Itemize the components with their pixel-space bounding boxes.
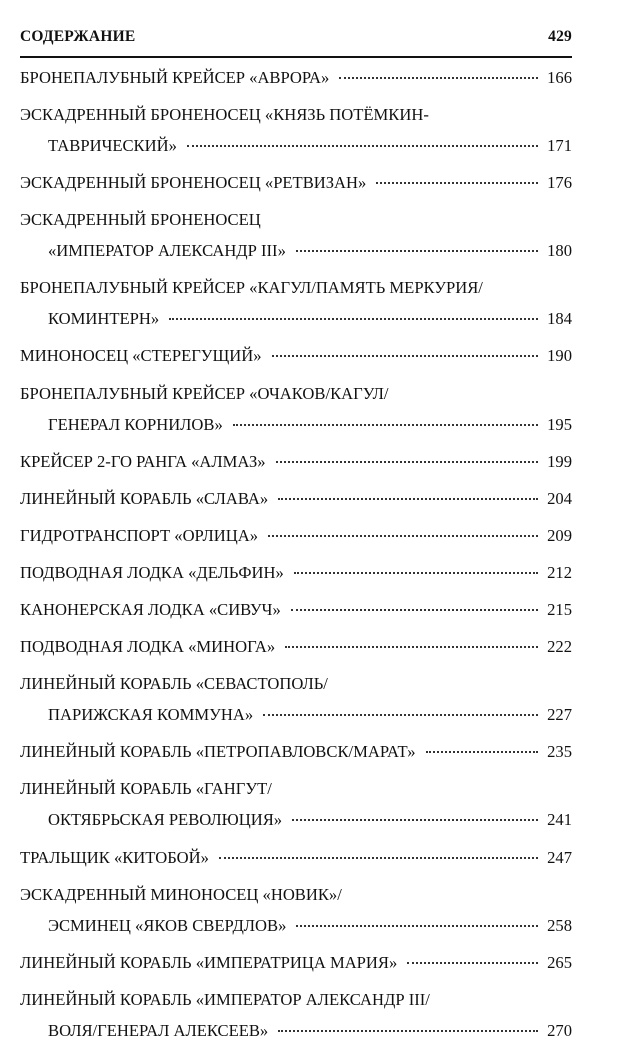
toc-entry [20, 378, 572, 440]
toc-entry-continuation-line [20, 303, 572, 334]
toc-entry-title-line [20, 557, 572, 588]
toc-entry [20, 594, 572, 625]
toc-entry [20, 62, 572, 93]
toc-entry [20, 842, 572, 873]
dot-leader [169, 318, 538, 320]
toc-entry [20, 879, 572, 941]
toc-entry-page-number: 195 [547, 414, 572, 434]
toc-entry [20, 736, 572, 767]
toc-entry-title-line [20, 99, 572, 130]
toc-entry-page-number: 222 [547, 637, 572, 657]
toc-entry-title: МИНОНОСЕЦ «СТЕРЕГУЩИЙ» [20, 346, 262, 366]
toc-entry-page-number: 166 [547, 68, 572, 87]
toc-entry-title: БРОНЕПАЛУБНЫЙ КРЕЙСЕР «АВРОРА» [20, 68, 330, 87]
dot-leader [187, 145, 538, 147]
running-header [20, 28, 572, 50]
toc-entry-page-number: 199 [547, 451, 572, 471]
toc-entry-page-number: 176 [547, 173, 572, 193]
header-title: СОДЕРЖАНИЕ [20, 28, 136, 45]
toc-entry-title-line [20, 736, 572, 767]
toc-entry-page-number: 235 [547, 742, 572, 762]
toc-entry-title-line [20, 947, 572, 978]
toc-entry-page-number: 258 [547, 915, 572, 935]
toc-entry [20, 483, 572, 514]
toc-entry-continuation-line [20, 130, 572, 161]
dot-leader [268, 535, 538, 537]
toc-entry-title-line [20, 340, 572, 371]
toc-entry-title: ЛИНЕЙНЫЙ КОРАБЛЬ «ПЕТРОПАВЛОВСК/МАРАТ» [20, 742, 416, 762]
toc-entry-title-line [20, 879, 572, 910]
toc-entry-title: ПОДВОДНАЯ ЛОДКА «МИНОГА» [20, 637, 276, 657]
dot-leader [233, 424, 538, 426]
toc-entry-title-line [20, 520, 572, 551]
toc-entry-title: КОМИНТЕРН» [48, 309, 160, 329]
dot-leader [263, 714, 538, 716]
toc-entry-page-number: 209 [547, 525, 572, 545]
toc-entry [20, 99, 572, 161]
toc-entry-title: ГИДРОТРАНСПОРТ «ОРЛИЦА» [20, 525, 259, 545]
dot-leader [272, 355, 538, 357]
toc-entry-title: БРОНЕПАЛУБНЫЙ КРЕЙСЕР «КАГУЛ/ПАМЯТЬ МЕРКУРИЯ/ [20, 278, 483, 298]
dot-leader [296, 925, 538, 927]
toc-entry-page-number: 215 [547, 600, 572, 620]
toc-entry-title-line [20, 483, 572, 514]
dot-leader [407, 962, 538, 964]
toc-entry-title: ПАРИЖСКАЯ КОММУНА» [48, 705, 254, 725]
toc-entry [20, 773, 572, 835]
toc-entry-page-number: 265 [547, 952, 572, 972]
toc-entry-page-number: 171 [547, 136, 572, 156]
toc-entry-title: ТАВРИЧЕСКИЙ» [48, 136, 177, 156]
dot-leader [219, 857, 538, 859]
toc-entry-title: БРОНЕПАЛУБНЫЙ КРЕЙСЕР «ОЧАКОВ/КАГУЛ/ [20, 383, 389, 403]
dot-leader [376, 182, 538, 184]
toc-entry-continuation-line [20, 699, 572, 730]
toc-entry-title-line [20, 62, 572, 93]
toc-entry-title: ЛИНЕЙНЫЙ КОРАБЛЬ «СЛАВА» [20, 488, 269, 508]
toc-entry-title: ЭСКАДРЕННЫЙ БРОНЕНОСЕЦ [20, 210, 261, 230]
dot-leader [339, 77, 538, 79]
dot-leader [278, 498, 538, 500]
toc-entry-page-number: 184 [547, 309, 572, 329]
table-of-contents [20, 62, 572, 1046]
toc-entry-title: ЛИНЕЙНЫЙ КОРАБЛЬ «ГАНГУТ/ [20, 779, 272, 799]
toc-entry-page-number: 204 [547, 488, 572, 508]
dot-leader [426, 751, 539, 753]
toc-entry-title: ГЕНЕРАЛ КОРНИЛОВ» [48, 414, 223, 434]
toc-entry-title: ЭСМИНЕЦ «ЯКОВ СВЕРДЛОВ» [48, 915, 287, 935]
toc-entry-page-number: 241 [547, 810, 572, 830]
toc-entry-title: КАНОНЕРСКАЯ ЛОДКА «СИВУЧ» [20, 600, 281, 620]
toc-entry-title-line [20, 773, 572, 804]
dot-leader [296, 250, 538, 252]
toc-entry-title: ЭСКАДРЕННЫЙ МИНОНОСЕЦ «НОВИК»/ [20, 884, 342, 904]
toc-entry-title: ВОЛЯ/ГЕНЕРАЛ АЛЕКСЕЕВ» [48, 1020, 269, 1040]
header-page-number: 429 [548, 28, 572, 45]
toc-entry-title-line [20, 167, 572, 198]
toc-entry-title: КРЕЙСЕР 2-ГО РАНГА «АЛМАЗ» [20, 451, 266, 471]
dot-leader [276, 461, 538, 463]
toc-entry-page-number: 212 [547, 562, 572, 582]
toc-entry-continuation-line [20, 409, 572, 440]
toc-entry-title: ЛИНЕЙНЫЙ КОРАБЛЬ «ИМПЕРАТРИЦА МАРИЯ» [20, 952, 398, 972]
toc-entry-page-number: 180 [547, 241, 572, 261]
toc-entry-page-number: 190 [547, 346, 572, 366]
toc-entry [20, 984, 572, 1046]
toc-entry-title-line [20, 272, 572, 303]
toc-entry-title: ЛИНЕЙНЫЙ КОРАБЛЬ «ИМПЕРАТОР АЛЕКСАНДР III/ [20, 989, 430, 1009]
toc-entry-title: ОКТЯБРЬСКАЯ РЕВОЛЮЦИЯ» [48, 810, 283, 830]
toc-entry-title-line [20, 984, 572, 1015]
dot-leader [292, 819, 538, 821]
toc-entry-page-number: 270 [547, 1020, 572, 1040]
toc-entry [20, 631, 572, 662]
toc-entry-title-line [20, 842, 572, 873]
toc-entry [20, 340, 572, 371]
toc-entry-continuation-line [20, 235, 572, 266]
toc-entry-page-number: 247 [547, 847, 572, 867]
dot-leader [285, 646, 538, 648]
toc-entry [20, 947, 572, 978]
toc-entry-title-line [20, 204, 572, 235]
toc-entry-title: ПОДВОДНАЯ ЛОДКА «ДЕЛЬФИН» [20, 562, 284, 582]
toc-entry-title-line [20, 594, 572, 625]
dot-leader [278, 1030, 538, 1032]
dot-leader [291, 609, 538, 611]
toc-entry [20, 167, 572, 198]
toc-entry-continuation-line [20, 910, 572, 941]
toc-entry [20, 272, 572, 334]
toc-entry [20, 668, 572, 730]
toc-entry-title: ЭСКАДРЕННЫЙ БРОНЕНОСЕЦ «РЕТВИЗАН» [20, 173, 367, 193]
book-page [20, 28, 572, 1052]
toc-entry-title: ТРАЛЬЩИК «КИТОБОЙ» [20, 847, 209, 867]
toc-entry [20, 557, 572, 588]
header-rule [20, 56, 572, 58]
toc-entry-title: «ИМПЕРАТОР АЛЕКСАНДР III» [48, 241, 286, 261]
toc-entry [20, 520, 572, 551]
toc-entry [20, 446, 572, 477]
toc-entry-title: ЛИНЕЙНЫЙ КОРАБЛЬ «СЕВАСТОПОЛЬ/ [20, 674, 328, 694]
toc-entry-title: ЭСКАДРЕННЫЙ БРОНЕНОСЕЦ «КНЯЗЬ ПОТЁМКИН- [20, 105, 429, 125]
toc-entry-title-line [20, 446, 572, 477]
toc-entry-title-line [20, 378, 572, 409]
toc-entry-continuation-line [20, 1015, 572, 1046]
toc-entry [20, 204, 572, 266]
dot-leader [294, 572, 538, 574]
toc-entry-page-number: 227 [547, 705, 572, 725]
toc-entry-title-line [20, 668, 572, 699]
toc-entry-title-line [20, 631, 572, 662]
toc-entry-continuation-line [20, 804, 572, 835]
